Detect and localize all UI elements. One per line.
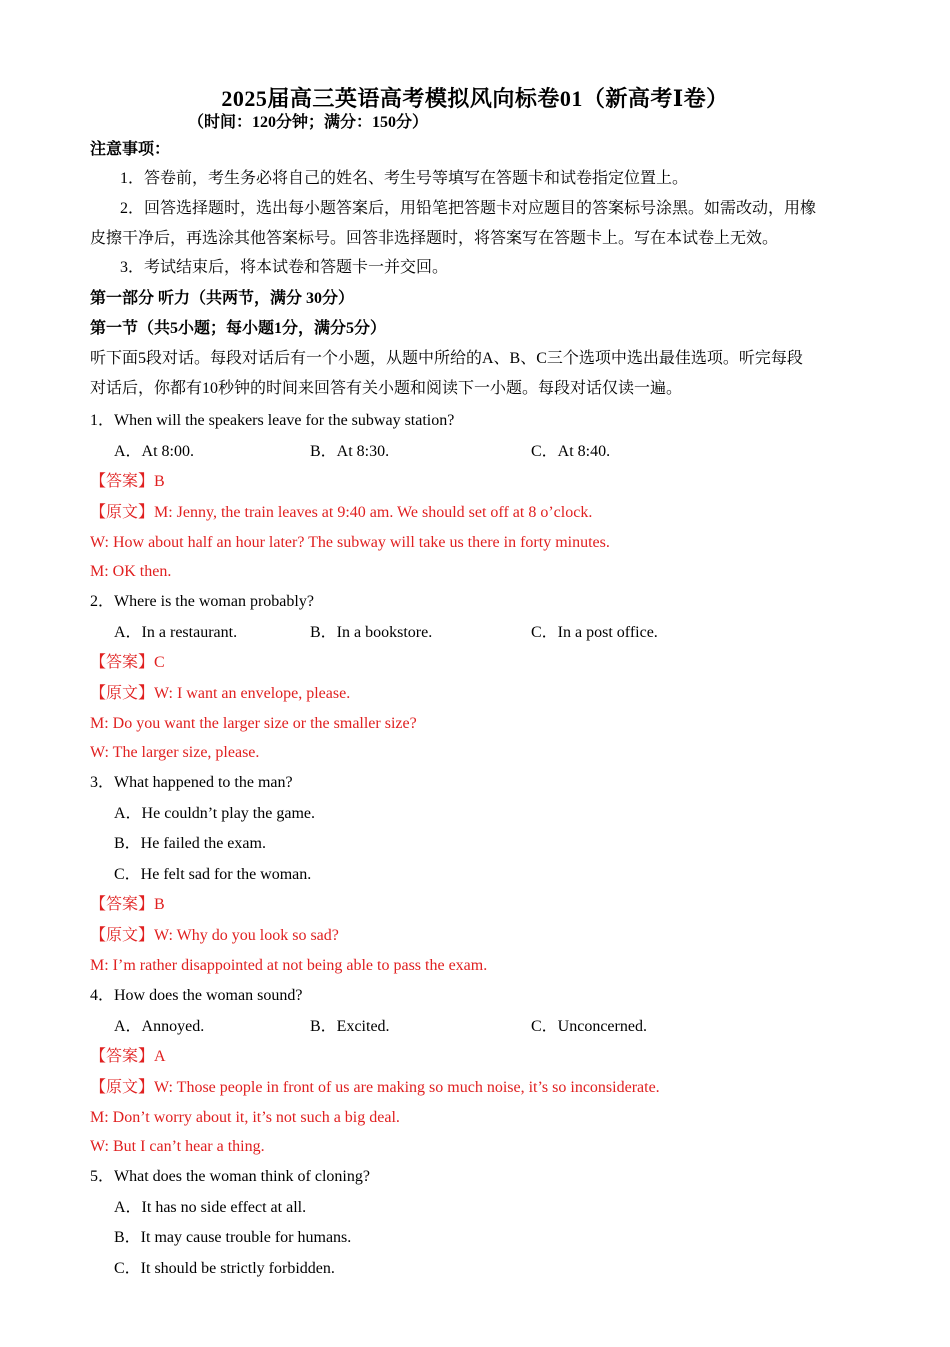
q3-transcript-1: 【原文】W: Why do you look so sad? — [90, 927, 339, 944]
q1-transcript-2: W: How about half an hour later? The subway will take us there in forty minutes. — [90, 534, 610, 551]
q1-option-a: A．At 8:00. — [114, 443, 195, 460]
notice-item-1: 1．答卷前，考生务必将自己的姓名、考生号等填写在答题卡和试卷指定位置上。 — [120, 170, 689, 187]
q2-option-a: A．In a restaurant. — [114, 624, 238, 641]
q3-transcript-2: M: I’m rather disappointed at not being able to pass the exam. — [90, 957, 488, 974]
q4-transcript-3: W: But I can’t hear a thing. — [90, 1138, 265, 1155]
q3-option-b: B．He failed the exam. — [114, 835, 266, 852]
q4-transcript-2: M: Don’t worry about it, it’s not such a big deal. — [90, 1109, 400, 1126]
q4-option-b: B．Excited. — [310, 1018, 390, 1035]
q4-transcript-1: 【原文】W: Those people in front of us are making so much noise, it’s so inconsiderate. — [90, 1079, 660, 1096]
question-4: 4．How does the woman sound? — [90, 987, 303, 1004]
q4-option-a: A．Annoyed. — [114, 1018, 205, 1035]
section-heading: 第一节（共5小题；每小题1分，满分5分） — [90, 320, 387, 337]
section-intro-line-1: 听下面5段对话。每段对话后有一个小题，从题中所给的A、B、C三个选项中选出最佳选项。听完每段 — [90, 350, 803, 367]
q1-answer: 【答案】B — [90, 473, 165, 490]
q1-transcript-3: M: OK then. — [90, 563, 172, 580]
q1-option-c: C．At 8:40. — [531, 443, 611, 460]
q3-option-c: C．He felt sad for the woman. — [114, 866, 312, 883]
q1-transcript-1: 【原文】M: Jenny, the train leaves at 9:40 am. We should set off at 8 o’clock. — [90, 504, 593, 521]
q2-transcript-1: 【原文】W: I want an envelope, please. — [90, 685, 351, 702]
q5-option-a: A．It has no side effect at all. — [114, 1199, 307, 1216]
notice-heading: 注意事项： — [90, 141, 171, 158]
q2-option-b: B．In a bookstore. — [310, 624, 433, 641]
question-3: 3．What happened to the man? — [90, 774, 293, 791]
notice-item-2-line-2: 皮擦干净后，再选涂其他答案标号。回答非选择题时，将答案写在答题卡上。写在本试卷上无效。 — [90, 230, 779, 247]
question-5: 5．What does the woman think of cloning? — [90, 1168, 370, 1185]
q3-answer: 【答案】B — [90, 896, 165, 913]
q4-answer: 【答案】A — [90, 1048, 166, 1065]
page-title: 2025届高三英语高考模拟风向标卷01（新高考Ⅰ卷） — [221, 86, 729, 111]
q2-transcript-3: W: The larger size, please. — [90, 744, 260, 761]
q5-option-b: B．It may cause trouble for humans. — [114, 1229, 352, 1246]
q5-option-c: C．It should be strictly forbidden. — [114, 1260, 335, 1277]
notice-item-3: 3．考试结束后，将本试卷和答题卡一并交回。 — [120, 259, 449, 276]
section-intro-line-2: 对话后，你都有10秒钟的时间来回答有关小题和阅读下一小题。每段对话仅读一遍。 — [90, 380, 683, 397]
question-1: 1．When will the speakers leave for the subway station? — [90, 412, 455, 429]
q4-option-c: C．Unconcerned. — [531, 1018, 647, 1035]
q2-option-c: C．In a post office. — [531, 624, 658, 641]
q2-transcript-2: M: Do you want the larger size or the smaller size? — [90, 715, 417, 732]
question-2: 2．Where is the woman probably? — [90, 593, 314, 610]
q3-option-a: A．He couldn’t play the game. — [114, 805, 315, 822]
notice-item-2-line-1: 2．回答选择题时，选出每小题答案后，用铅笔把答题卡对应题目的答案标号涂黑。如需改动，用橡 — [120, 200, 817, 217]
part-heading: 第一部分 听力（共两节，满分 30分） — [90, 290, 355, 307]
page-subtitle: （时间：120分钟；满分：150分） — [188, 114, 429, 131]
q1-option-b: B．At 8:30. — [310, 443, 390, 460]
q2-answer: 【答案】C — [90, 654, 165, 671]
